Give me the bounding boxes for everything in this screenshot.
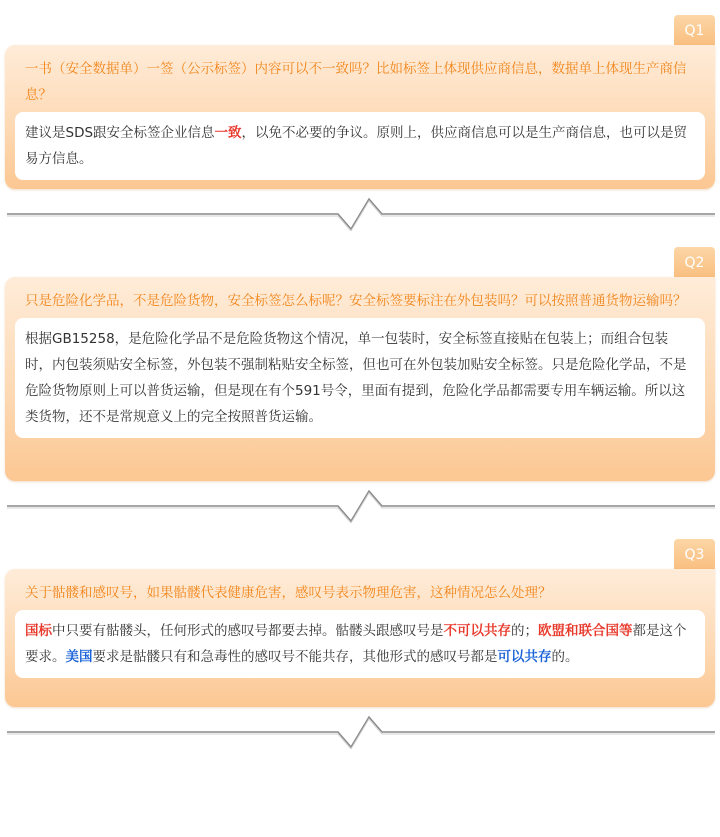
qa-block-1	[5, 15, 715, 189]
answer-highlight-blue: 可以共存	[497, 649, 552, 665]
question-text: 关于骷髅和感叹号，如果骷髅代表健康危害，感叹号表示物理危害，这种情况怎么处理？	[25, 585, 552, 601]
answer-box	[15, 610, 705, 678]
answer-highlight-blue: 美国	[65, 649, 93, 665]
question-number-tag: Q2	[674, 247, 715, 277]
question-text: 只是危险化学品，不是危险货物，安全标签怎么标呢？安全标签要标注在外包装吗？可以按照普通货物运输吗？	[25, 293, 687, 309]
question-number-tag: Q3	[674, 539, 715, 569]
answer-text: 的；	[511, 623, 538, 639]
qa-block-2	[5, 247, 715, 481]
answer-text: ，以免不必要的争议。原则上，供应商信息可以是生产商信息，也可以是贸易方信息。	[25, 125, 688, 167]
answer-highlight: 一致	[214, 125, 242, 141]
qa-card	[5, 569, 715, 707]
answer-text: 中只要有骷髅头，任何形式的感叹号都要去掉。骷髅头跟感叹号是	[52, 623, 444, 639]
zigzag-divider	[7, 715, 715, 749]
qa-card	[5, 277, 715, 481]
answer-highlight: 不可以共存	[443, 623, 511, 639]
answer-text: 要求是骷髅只有和急毒性的感叹号不能共存，其他形式的感叹号都是	[92, 649, 498, 665]
answer-box	[15, 112, 705, 180]
zigzag-divider	[7, 197, 715, 231]
answer-text: 都是这个要求。	[25, 623, 687, 665]
answer-text: 的。	[551, 649, 579, 665]
answer-text: 根据GB15258，是危险化学品不是危险货物这个情况，单一包装时，安全标签直接贴在包装上；而组合包装时，内包装须贴安全标签，外包装不强制粘贴安全标签，但也可在外包装加贴安全标签。只是危险化学品，不是危险货物原则上可以普货运输，但是现在有个591号令，里面有提到，危险化学品都需要专用车辆运输。所以这类货物，还不是常规意义上的完全按照普货运输。	[25, 331, 687, 425]
qa-block-3	[5, 539, 715, 707]
answer-highlight: 国标	[25, 623, 52, 639]
qa-card	[5, 45, 715, 189]
answer-text: 建议是SDS跟安全标签企业信息	[25, 125, 215, 141]
question-text: 一书（安全数据单）一签（公示标签）内容可以不一致吗？比如标签上体现供应商信息，数据单上体现生产商信息？	[25, 61, 687, 103]
answer-highlight: 欧盟和联合国等	[538, 623, 633, 639]
question-number-tag: Q1	[674, 15, 715, 45]
answer-box	[15, 318, 705, 438]
zigzag-divider	[7, 489, 715, 523]
